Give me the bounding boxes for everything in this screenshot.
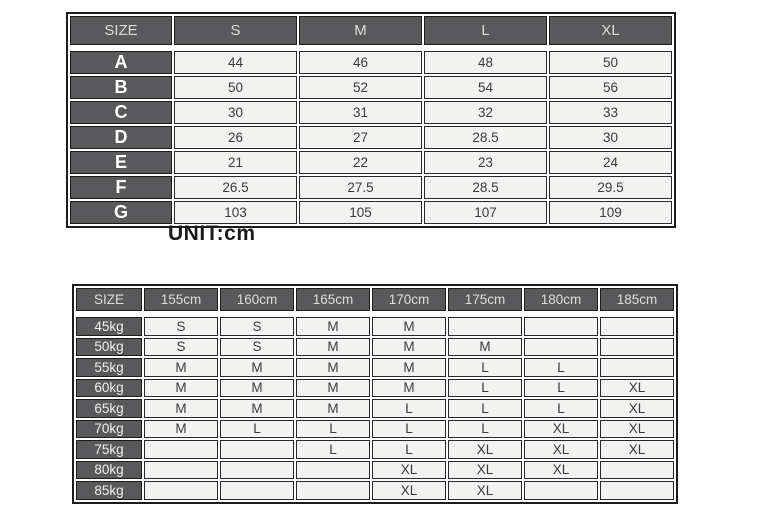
- value-cell: S: [220, 317, 294, 336]
- table-row: [76, 420, 674, 439]
- value-cell: [296, 481, 370, 500]
- header-row: [76, 288, 674, 311]
- fit-recommendation-table: [72, 284, 678, 504]
- value-cell: L: [372, 399, 446, 418]
- value-cell: XL: [600, 420, 674, 439]
- table-row: [70, 76, 672, 99]
- value-cell: L: [524, 358, 598, 377]
- value-cell: M: [372, 379, 446, 398]
- value-cell: [144, 440, 218, 459]
- value-cell: M: [296, 399, 370, 418]
- value-cell: L: [372, 420, 446, 439]
- value-cell: [524, 338, 598, 357]
- value-cell: M: [296, 358, 370, 377]
- value-cell: 26: [174, 126, 297, 149]
- value-cell: [296, 461, 370, 480]
- header-row: [70, 16, 672, 45]
- row-label: G: [70, 201, 172, 224]
- value-cell: [220, 440, 294, 459]
- row-label: B: [70, 76, 172, 99]
- value-cell: M: [144, 420, 218, 439]
- column-header: S: [174, 16, 297, 45]
- value-cell: 52: [299, 76, 422, 99]
- value-cell: XL: [600, 399, 674, 418]
- row-label: 55kg: [76, 358, 142, 377]
- value-cell: XL: [524, 440, 598, 459]
- row-label: 80kg: [76, 461, 142, 480]
- row-label: F: [70, 176, 172, 199]
- column-header: M: [299, 16, 422, 45]
- value-cell: [144, 461, 218, 480]
- row-label: A: [70, 51, 172, 74]
- value-cell: 27.5: [299, 176, 422, 199]
- value-cell: XL: [524, 461, 598, 480]
- value-cell: 27: [299, 126, 422, 149]
- table-row: [70, 201, 672, 224]
- value-cell: XL: [372, 481, 446, 500]
- value-cell: L: [524, 379, 598, 398]
- value-cell: 32: [424, 101, 547, 124]
- column-header: L: [424, 16, 547, 45]
- value-cell: 50: [549, 51, 672, 74]
- value-cell: XL: [448, 481, 522, 500]
- row-label: 60kg: [76, 379, 142, 398]
- column-header: SIZE: [70, 16, 172, 45]
- value-cell: 107: [424, 201, 547, 224]
- value-cell: 33: [549, 101, 672, 124]
- unit-label: UNIT:cm: [168, 222, 256, 245]
- value-cell: L: [296, 420, 370, 439]
- value-cell: 21: [174, 151, 297, 174]
- value-cell: M: [144, 379, 218, 398]
- value-cell: [220, 461, 294, 480]
- table-row: [70, 101, 672, 124]
- value-cell: [600, 317, 674, 336]
- value-cell: M: [448, 338, 522, 357]
- table-row: [70, 126, 672, 149]
- value-cell: [220, 481, 294, 500]
- value-cell: S: [144, 338, 218, 357]
- row-label: 65kg: [76, 399, 142, 418]
- value-cell: 28.5: [424, 126, 547, 149]
- column-header: 160cm: [220, 288, 294, 311]
- table-row: [76, 317, 674, 336]
- value-cell: M: [296, 338, 370, 357]
- value-cell: L: [296, 440, 370, 459]
- row-label: E: [70, 151, 172, 174]
- value-cell: M: [220, 358, 294, 377]
- value-cell: 44: [174, 51, 297, 74]
- value-cell: [524, 481, 598, 500]
- column-header: XL: [549, 16, 672, 45]
- value-cell: S: [220, 338, 294, 357]
- row-label: 70kg: [76, 420, 142, 439]
- value-cell: 30: [549, 126, 672, 149]
- value-cell: [524, 317, 598, 336]
- value-cell: L: [448, 379, 522, 398]
- column-header: 185cm: [600, 288, 674, 311]
- value-cell: 46: [299, 51, 422, 74]
- value-cell: M: [296, 317, 370, 336]
- value-cell: [600, 358, 674, 377]
- value-cell: L: [448, 420, 522, 439]
- value-cell: M: [372, 317, 446, 336]
- value-cell: M: [296, 379, 370, 398]
- value-cell: M: [372, 338, 446, 357]
- value-cell: XL: [448, 461, 522, 480]
- header-separator: [70, 47, 672, 49]
- column-header: SIZE: [76, 288, 142, 311]
- value-cell: M: [144, 358, 218, 377]
- value-cell: L: [372, 440, 446, 459]
- value-cell: XL: [372, 461, 446, 480]
- value-cell: 56: [549, 76, 672, 99]
- table-row: [76, 379, 674, 398]
- value-cell: L: [448, 358, 522, 377]
- value-cell: 29.5: [549, 176, 672, 199]
- column-header: 180cm: [524, 288, 598, 311]
- value-cell: 24: [549, 151, 672, 174]
- column-header: 155cm: [144, 288, 218, 311]
- row-label: 85kg: [76, 481, 142, 500]
- table-row: [76, 358, 674, 377]
- value-cell: 109: [549, 201, 672, 224]
- value-cell: 105: [299, 201, 422, 224]
- value-cell: 26.5: [174, 176, 297, 199]
- row-label: 50kg: [76, 338, 142, 357]
- value-cell: [600, 481, 674, 500]
- table-row: [76, 461, 674, 480]
- value-cell: 23: [424, 151, 547, 174]
- measurement-table: [66, 12, 676, 228]
- value-cell: M: [220, 399, 294, 418]
- value-cell: XL: [448, 440, 522, 459]
- column-header: 170cm: [372, 288, 446, 311]
- table-row: [70, 151, 672, 174]
- value-cell: 50: [174, 76, 297, 99]
- value-cell: XL: [600, 440, 674, 459]
- table-row: [76, 481, 674, 500]
- value-cell: [448, 317, 522, 336]
- value-cell: [600, 338, 674, 357]
- value-cell: S: [144, 317, 218, 336]
- value-cell: 30: [174, 101, 297, 124]
- value-cell: M: [144, 399, 218, 418]
- value-cell: M: [220, 379, 294, 398]
- value-cell: 31: [299, 101, 422, 124]
- row-label: C: [70, 101, 172, 124]
- table-row: [76, 399, 674, 418]
- table-row: [76, 338, 674, 357]
- column-header: 165cm: [296, 288, 370, 311]
- value-cell: 28.5: [424, 176, 547, 199]
- value-cell: [600, 461, 674, 480]
- value-cell: 48: [424, 51, 547, 74]
- row-label: D: [70, 126, 172, 149]
- table-row: [70, 176, 672, 199]
- value-cell: XL: [524, 420, 598, 439]
- header-separator: [76, 313, 674, 315]
- table-row: [76, 440, 674, 459]
- value-cell: M: [372, 358, 446, 377]
- value-cell: L: [448, 399, 522, 418]
- row-label: 45kg: [76, 317, 142, 336]
- value-cell: 22: [299, 151, 422, 174]
- row-label: 75kg: [76, 440, 142, 459]
- table-row: [70, 51, 672, 74]
- value-cell: L: [524, 399, 598, 418]
- value-cell: XL: [600, 379, 674, 398]
- column-header: 175cm: [448, 288, 522, 311]
- value-cell: [144, 481, 218, 500]
- value-cell: 54: [424, 76, 547, 99]
- value-cell: L: [220, 420, 294, 439]
- value-cell: 103: [174, 201, 297, 224]
